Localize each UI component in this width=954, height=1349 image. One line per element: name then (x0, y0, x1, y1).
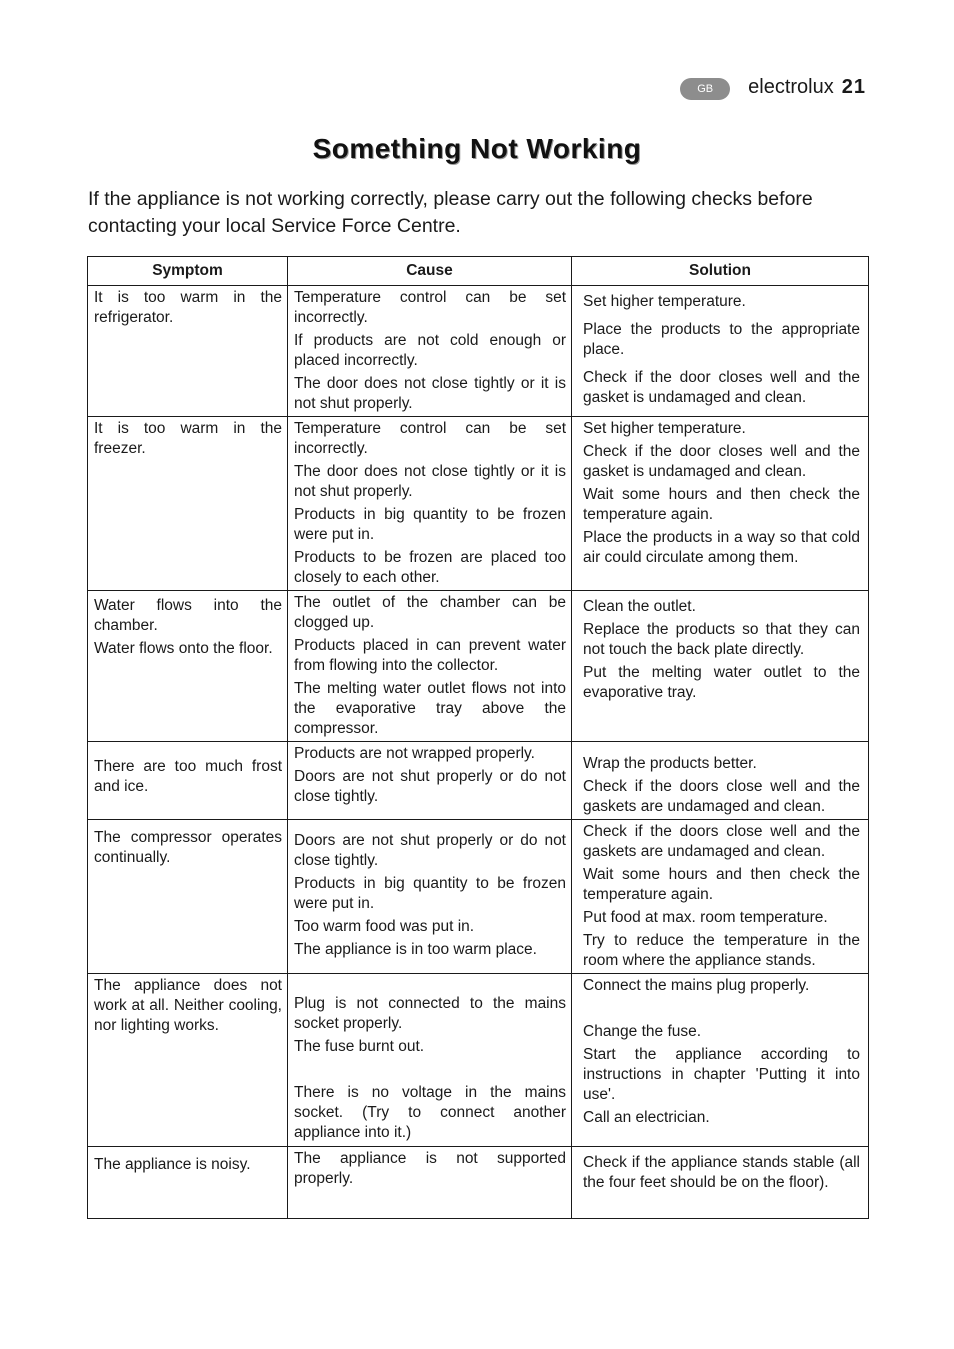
symptom-cell (88, 591, 288, 742)
symptom-text: It is too warm in the freezer. (94, 420, 282, 457)
table-row (88, 742, 869, 820)
cause-text: Products in big quantity to be frozen were put in. (294, 875, 566, 912)
table-row (88, 591, 869, 742)
cause-cell (288, 974, 572, 1147)
solution-text: Check if the doors close well and the gaskets are undamaged and clean. (583, 778, 860, 815)
table-row (88, 1147, 869, 1219)
cause-text: The door does not close tightly or it is not shut properly. (294, 463, 566, 500)
solution-text: Wait some hours and then check the temperature again. (583, 866, 860, 903)
solution-text: Put food at max. room temperature. (583, 909, 828, 926)
symptom-cell (88, 974, 288, 1147)
solution-text: Clean the outlet. (583, 598, 696, 615)
brand-name: electrolux (748, 75, 834, 98)
cause-text: Doors are not shut properly or do not close tightly. (294, 768, 566, 805)
solution-cell (572, 417, 869, 591)
solution-text: Start the appliance according to instructions in chapter 'Putting it into use'. (583, 1046, 860, 1103)
troubleshooting-table (87, 256, 869, 1219)
table-row (88, 974, 869, 1147)
header-solution: Solution (572, 257, 869, 286)
cause-text: Doors are not shut properly or do not close tightly. (294, 832, 566, 869)
solution-cell (572, 591, 869, 742)
table-row (88, 286, 869, 417)
cause-cell (288, 591, 572, 742)
cause-text: The appliance is in too warm place. (294, 941, 537, 958)
solution-cell (572, 742, 869, 820)
symptom-text: The appliance does not work at all. Neither cooling, nor lighting works. (94, 977, 282, 1034)
cause-text: Products placed in can prevent water from flowing into the collector. (294, 637, 566, 674)
solution-text: Place the products in a way so that cold air could circulate among them. (583, 529, 860, 566)
symptom-text: Water flows onto the floor. (94, 640, 273, 657)
solution-text: Set higher temperature. (583, 420, 746, 437)
header-cause: Cause (288, 257, 572, 286)
cause-text: Products in big quantity to be frozen were put in. (294, 506, 566, 543)
solution-text: Wait some hours and then check the temperature again. (583, 486, 860, 523)
page-title: Something Not Working (312, 133, 642, 164)
symptom-text: The compressor operates continually. (94, 829, 282, 866)
solution-cell (572, 1147, 869, 1219)
header-symptom: Symptom (88, 257, 288, 286)
symptom-cell (88, 820, 288, 974)
solution-text: Try to reduce the temperature in the room where the appliance stands. (583, 932, 860, 969)
cause-text: The fuse burnt out. (294, 1038, 425, 1055)
cause-text: Plug is not connected to the mains socket properly. (294, 995, 566, 1032)
solution-text: Replace the products so that they can not touch the back plate directly. (583, 621, 860, 658)
symptom-text: Water flows into the chamber. (94, 597, 282, 634)
solution-cell (572, 974, 869, 1147)
symptom-cell (88, 742, 288, 820)
cause-cell (288, 742, 572, 820)
solution-cell (572, 286, 869, 417)
cause-text: The melting water outlet flows not into the evaporative tray above the compressor. (294, 680, 566, 737)
cause-text: If products are not cold enough or placed incorrectly. (294, 332, 566, 369)
solution-text: Change the fuse. (583, 1023, 702, 1040)
page-header (680, 74, 866, 100)
solution-text: Put the melting water outlet to the evaporative tray. (583, 664, 860, 701)
solution-text: Wrap the products better. (583, 755, 757, 772)
table-body (88, 286, 869, 1219)
page-number: 21 (841, 75, 866, 98)
table-header-row (88, 257, 869, 286)
cause-text: Too warm food was put in. (294, 918, 475, 935)
cause-text: The outlet of the chamber can be clogged up. (294, 594, 566, 631)
cause-cell (288, 820, 572, 974)
solution-text: Call an electrician. (583, 1109, 710, 1126)
solution-text: Check if the appliance stands stable (all the four feet should be on the floor). (583, 1154, 860, 1191)
table-row (88, 417, 869, 591)
solution-text: Connect the mains plug properly. (583, 977, 810, 994)
intro-paragraph: If the appliance is not working correctly, please carry out the following checks before contacting your local Service Force Centre. (88, 188, 813, 237)
symptom-text: It is too warm in the refrigerator. (94, 289, 282, 326)
solution-text: Set higher temperature. (583, 293, 746, 310)
cause-text: Products are not wrapped properly. (294, 745, 535, 762)
cause-cell (288, 1147, 572, 1219)
symptom-cell (88, 286, 288, 417)
cause-cell (288, 417, 572, 591)
cause-text: The appliance is not supported properly. (294, 1150, 566, 1187)
symptom-text: The appliance is noisy. (94, 1156, 251, 1173)
cause-text: The door does not close tightly or it is not shut properly. (294, 375, 566, 412)
solution-text: Check if the door closes well and the gasket is undamaged and clean. (583, 369, 860, 406)
region-badge: GB (680, 78, 730, 100)
cause-text: There is no voltage in the mains socket. (Try to connect another appliance into it.) (294, 1084, 566, 1141)
table-row (88, 820, 869, 974)
solution-text: Check if the doors close well and the gaskets are undamaged and clean. (583, 823, 860, 860)
solution-text: Place the products to the appropriate place. (583, 321, 860, 358)
cause-cell (288, 286, 572, 417)
symptom-cell (88, 417, 288, 591)
solution-cell (572, 820, 869, 974)
solution-text: Check if the door closes well and the gasket is undamaged and clean. (583, 443, 860, 480)
symptom-cell (88, 1147, 288, 1219)
cause-text: Products to be frozen are placed too closely to each other. (294, 549, 566, 586)
cause-text: Temperature control can be set incorrectly. (294, 289, 566, 326)
cause-text: Temperature control can be set incorrectly. (294, 420, 566, 457)
symptom-text: There are too much frost and ice. (94, 758, 282, 795)
